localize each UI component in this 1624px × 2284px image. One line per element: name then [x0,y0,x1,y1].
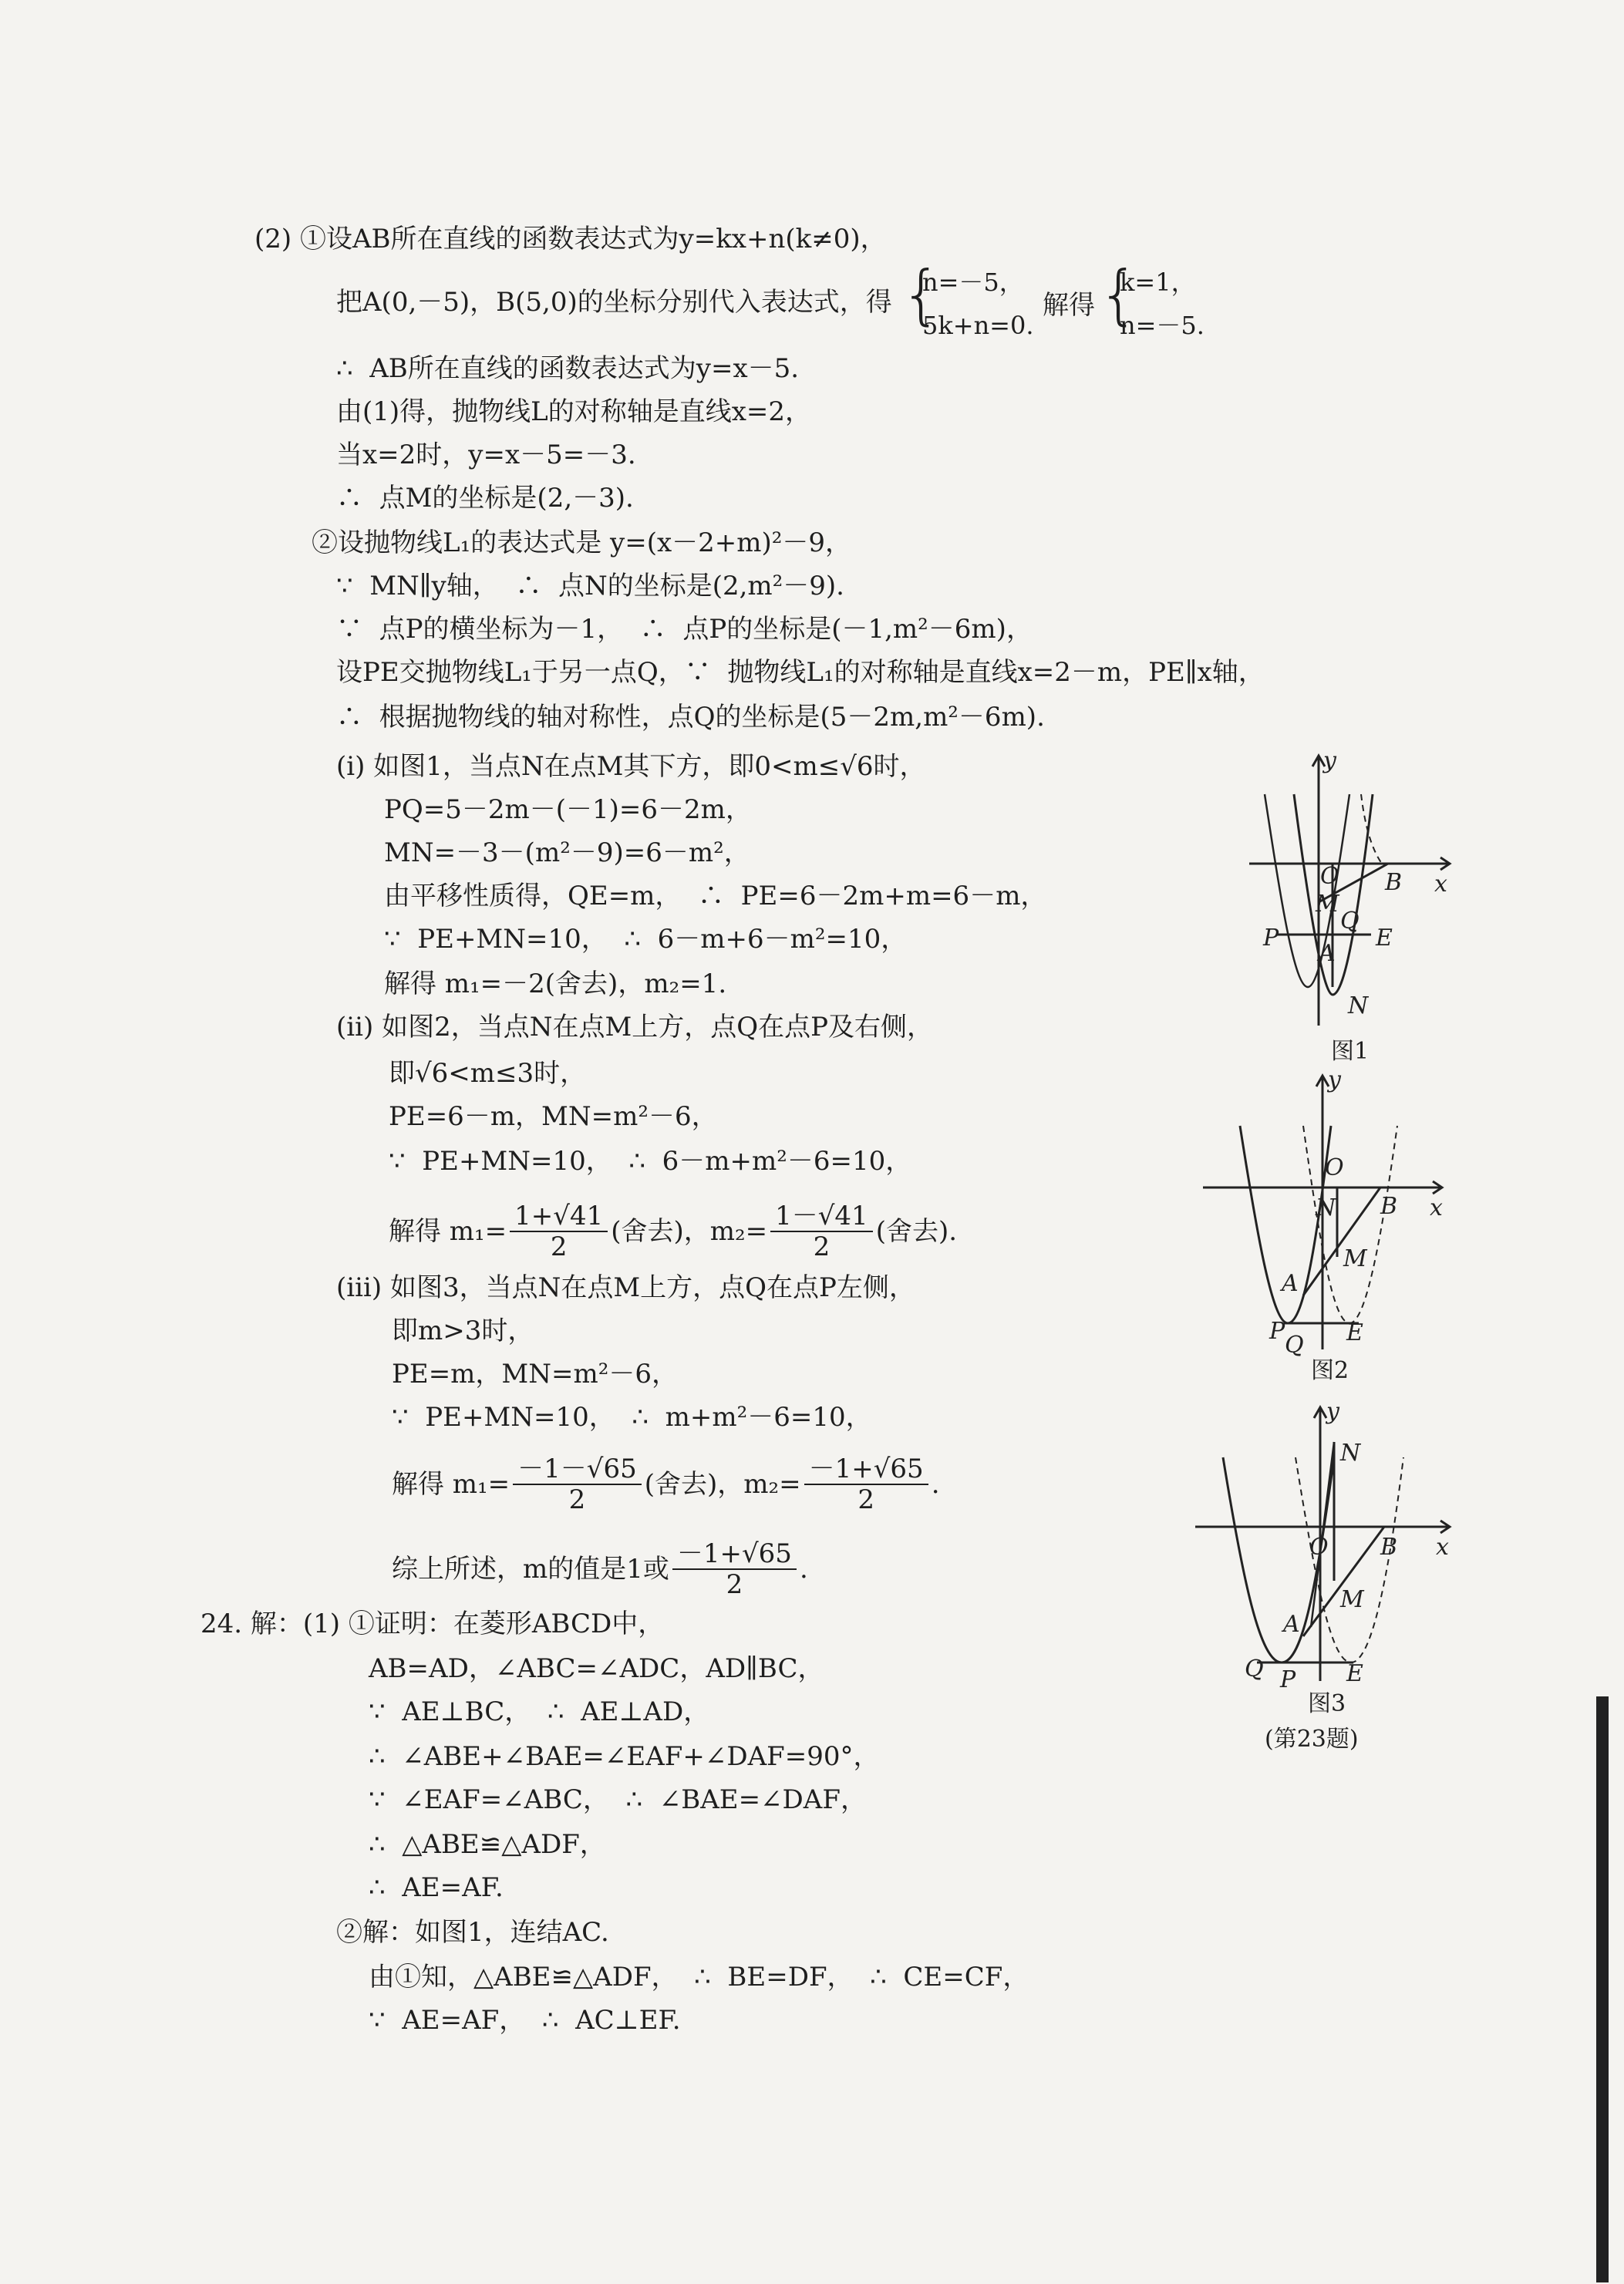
label-x: x [1430,1194,1443,1221]
label-a: A [1319,940,1336,967]
case3-line4: ∵ PE+MN=10， ∴ m+m²－6=10， [392,1402,872,1433]
figure-3-graph [1195,1396,1457,1693]
part2-line11: ∴ 根据抛物线的轴对称性，点Q的坐标是(5－2m,m²－6m). [336,702,1045,733]
figure-2 [1195,1064,1457,1357]
label-y: y [1326,1398,1339,1425]
label-q: Q [1245,1656,1264,1683]
label-a: A [1282,1270,1299,1297]
label-b: B [1380,1193,1398,1220]
case3-line3: PE=m，MN=m²－6， [392,1359,678,1390]
part2-line9: ∵ 点P的横坐标为－1， ∴ 点P的坐标是(－1,m²－6m)， [336,614,1033,645]
fraction-numerator: －1－√65 [513,1454,642,1485]
label-b: B [1385,869,1403,896]
fraction-denominator: 2 [813,1231,831,1262]
case2-solution-suffix: (舍去). [875,1216,958,1247]
label-p: P [1269,1318,1285,1345]
label-p: P [1280,1666,1296,1693]
label-b: B [1380,1534,1398,1561]
q24-line5: ∵ ∠EAF=∠ABC， ∴ ∠BAE=∠DAF， [369,1784,867,1815]
figure-1-graph [1234,740,1465,1033]
label-e: E [1346,1660,1363,1687]
case3-line2: 即m>3时， [392,1315,534,1346]
part2-line10: 设PE交抛物线L₁于另一点Q，∵ 抛物线L₁的对称轴是直线x=2－m，PE∥x轴， [336,657,1265,688]
fraction-m1 [513,1454,642,1514]
conclusion-suffix: . [799,1554,808,1585]
label-n: N [1340,1440,1361,1467]
conclusion-prefix: 综上所述，m的值是1或 [392,1554,669,1585]
part2-line5: 当x=2时，y=x－5=－3. [336,440,636,470]
case2-solution [389,1197,957,1266]
case3-solution-mid: (舍去)，m₂= [644,1469,801,1500]
conclusion [392,1534,808,1604]
part2-line8: ∵ MN∥y轴， ∴ 点N的坐标是(2,m²－9). [336,571,844,601]
fraction-numerator: 1+√41 [510,1201,608,1232]
figure-2-caption: 图2 [1311,1357,1349,1384]
figure-2-graph [1195,1064,1457,1357]
figure-1-caption: 图1 [1331,1038,1370,1065]
system1-eq2: 5k+n=0. [922,311,1034,340]
label-y: y [1328,1066,1341,1093]
case3-line1: (iii) 如图3，当点N在点M上方，点Q在点P左侧， [336,1272,915,1303]
fraction-numerator: －1+√65 [804,1454,928,1485]
scan-edge-shadow [1596,1696,1609,2282]
part2-line6: ∴ 点M的坐标是(2,－3). [336,483,634,514]
case1-line6: 解得 m₁=－2(舍去)，m₂=1. [384,969,727,999]
part2-line7: ②设抛物线L₁的表达式是 y=(x－2+m)²－9， [312,527,852,558]
case3-solution [392,1450,940,1519]
label-n: N [1316,1194,1336,1221]
label-q: Q [1285,1332,1304,1359]
label-p: P [1263,925,1279,952]
case3-solution-prefix: 解得 m₁= [392,1469,510,1500]
case2-solution-prefix: 解得 m₁= [389,1216,507,1247]
system2-eq1: k=1， [1120,268,1196,297]
case2-line4: ∵ PE+MN=10， ∴ 6－m+m²－6=10， [389,1146,912,1177]
case2-line2: 即√6<m≤3时， [389,1058,587,1089]
case2-line3: PE=6－m，MN=m²－6， [389,1101,718,1132]
fraction-numerator: 1－√41 [770,1201,873,1232]
fraction-answer [672,1539,797,1599]
q24-line2: AB=AD，∠ABC=∠ADC，AD∥BC， [369,1653,824,1684]
part2-line3: ∴ AB所在直线的函数表达式为y=x－5. [336,353,800,384]
figure-1 [1234,740,1465,1033]
label-n: N [1348,992,1369,1019]
fraction-m2 [804,1454,928,1514]
fraction-denominator: 2 [726,1569,743,1600]
fraction-numerator: －1+√65 [672,1539,797,1570]
case1-line2: PQ=5－2m－(－1)=6－2m， [384,794,752,825]
case1-line3: MN=－3－(m²－9)=6－m²， [384,837,750,868]
label-x: x [1434,871,1447,898]
case1-line5: ∵ PE+MN=10， ∴ 6－m+6－m²=10， [384,924,908,955]
fraction-m1 [510,1201,608,1262]
system1-eq1: n=－5， [922,268,1024,297]
problem-label: (第23题) [1265,1726,1359,1753]
q24-line1: 24. 解：(1) ①证明：在菱形ABCD中， [200,1609,665,1639]
part2-line1: (2) ①设AB所在直线的函数表达式为y=kx+n(k≠0)， [254,224,887,254]
label-o: O [1325,1154,1344,1181]
fraction-denominator: 2 [857,1484,874,1515]
case2-line1: (ii) 如图2，当点N在点M上方，点Q在点P及右侧， [336,1012,934,1043]
case1-line4: 由平移性质得，QE=m， ∴ PE=6－2m+m=6－m， [384,881,1047,911]
label-q: Q [1340,908,1360,935]
q24-line7: ∴ AE=AF. [369,1872,504,1903]
system2-eq2: n=－5. [1120,311,1205,340]
q24-line4: ∴ ∠ABE+∠BAE=∠EAF+∠DAF=90°， [369,1741,880,1772]
fraction-denominator: 2 [550,1231,568,1262]
case1-line1: (i) 如图1，当点N在点M其下方，即0<m≤√6时， [336,751,926,782]
label-a: A [1283,1611,1300,1638]
solve-text: 解得 [1043,290,1095,321]
part2-line4: 由(1)得，抛物线L的对称轴是直线x=2， [336,396,812,427]
q24-line6: ∴ △ABE≌△ADF， [369,1829,606,1860]
label-m: M [1340,1586,1364,1613]
label-e: E [1376,925,1393,952]
figure-3-caption: 图3 [1308,1690,1346,1717]
label-e: E [1346,1319,1363,1346]
q24-line10: ∵ AE=AF， ∴ AC⊥EF. [369,2005,681,2036]
q24-line9: 由①知，△ABE≌△ADF， ∴ BE=DF， ∴ CE=CF， [369,1962,1029,1993]
q24-line8: ②解：如图1，连结AC. [336,1917,609,1948]
label-o: O [1309,1534,1329,1561]
case2-solution-mid: (舍去)，m₂= [611,1216,768,1247]
figure-3 [1195,1396,1457,1693]
label-y: y [1323,747,1336,774]
label-o: O [1320,863,1339,890]
fraction-denominator: 2 [568,1484,586,1515]
system1-brace: { [901,257,942,332]
q24-line3: ∵ AE⊥BC， ∴ AE⊥AD， [369,1696,710,1727]
part2-substitute-text: 把A(0,－5)，B(5,0)的坐标分别代入表达式，得 [336,287,892,318]
label-m: M [1343,1245,1367,1272]
system2-brace: { [1098,257,1140,332]
case3-solution-suffix: . [931,1469,940,1500]
fraction-m2 [770,1201,873,1262]
label-x: x [1436,1534,1449,1561]
label-m: M [1316,891,1339,918]
